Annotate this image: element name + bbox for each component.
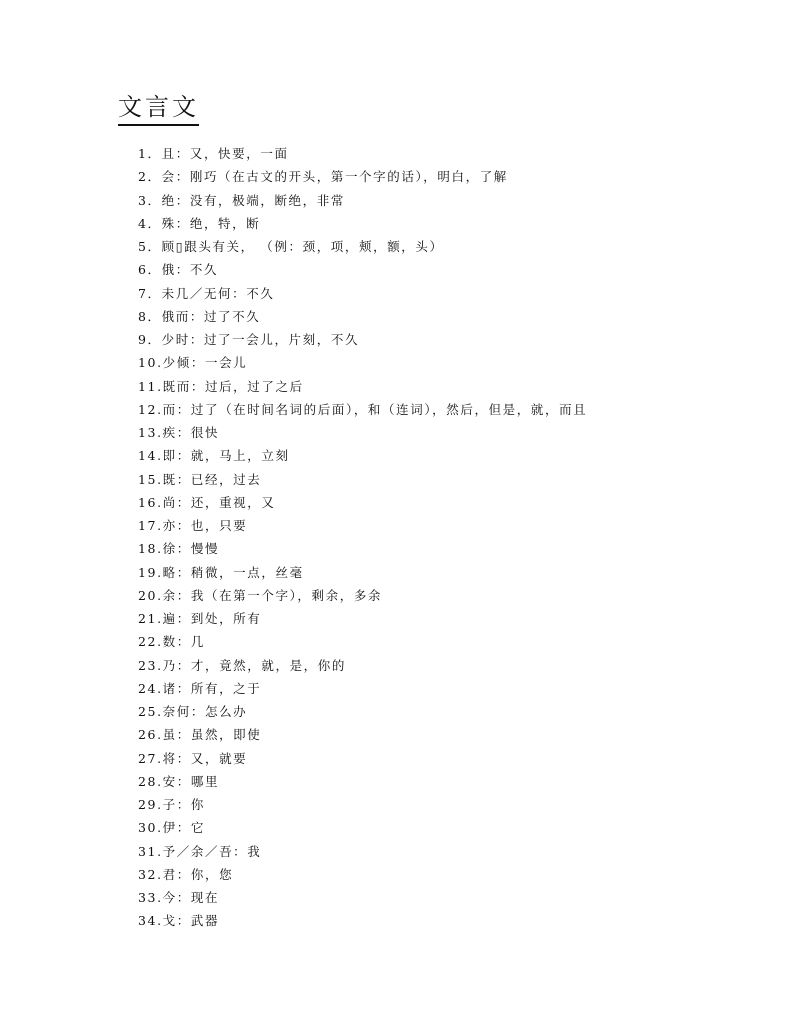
list-item: 13.疾：很快 xyxy=(138,425,220,440)
list-item: 9．少时：过了一会儿，片刻，不久 xyxy=(138,332,360,347)
list-item: 30.伊：它 xyxy=(138,820,205,836)
list-item: 21.遍：到处，所有 xyxy=(138,611,262,626)
list-item: 5．顾▯跟头有关， （例：颈，项，颊，额，头） xyxy=(138,239,444,254)
list-item: 11.既而：过后，过了之后 xyxy=(138,378,304,394)
list-item: 10.少倾：一会儿 xyxy=(138,355,248,371)
list-item: 31.予／余／吾：我 xyxy=(138,843,262,859)
list-item: 27.将：又，就要 xyxy=(138,750,248,766)
list-item: 22.数：几 xyxy=(138,634,205,650)
list-item: 24.诸：所有，之于 xyxy=(138,680,262,696)
list-item: 29.子：你 xyxy=(138,797,205,812)
list-item: 3．绝：没有，极端，断绝，非常 xyxy=(138,192,345,208)
list-item: 18.徐：慢慢 xyxy=(138,541,220,557)
list-item: 34.戈：武器 xyxy=(138,913,220,929)
list-item: 23.乃：才，竟然，就，是，你的 xyxy=(138,657,346,673)
list-item: 7．未几／无何：不久 xyxy=(138,285,275,301)
list-item: 2．会：刚巧（在古文的开头，第一个字的话），明白，了解 xyxy=(138,169,508,185)
vocabulary-list xyxy=(138,142,758,933)
list-item: 6．俄：不久 xyxy=(138,262,219,278)
list-item: 15.既：已经，过去 xyxy=(138,471,262,487)
list-item: 20.余：我（在第一个字），剩余，多余 xyxy=(138,587,383,603)
list-item: 16.尚：还，重视，又 xyxy=(138,494,276,510)
list-item: 14.即：就，马上，立刻 xyxy=(138,448,290,464)
list-item: 4．殊：绝，特，断 xyxy=(138,215,261,231)
list-item: 12.而：过了（在时间名词的后面），和（连词），然后，但是，就，而且 xyxy=(138,401,588,417)
list-item: 33.今：现在 xyxy=(138,890,220,905)
list-item: 28.安：哪里 xyxy=(138,773,220,789)
list-item: 26.虽：虽然，即使 xyxy=(138,727,262,743)
list-item: 32.君：你，您 xyxy=(138,866,234,882)
page-title: 文言文 xyxy=(118,92,199,126)
list-item: 25.奈何：怎么办 xyxy=(138,704,248,719)
list-item: 19.略：稍微，一点，丝毫 xyxy=(138,564,304,580)
list-item: 17.亦：也，只要 xyxy=(138,518,248,533)
list-item: 1．且：又，快要，一面 xyxy=(138,146,289,161)
list-item: 8．俄而：过了不久 xyxy=(138,308,261,324)
